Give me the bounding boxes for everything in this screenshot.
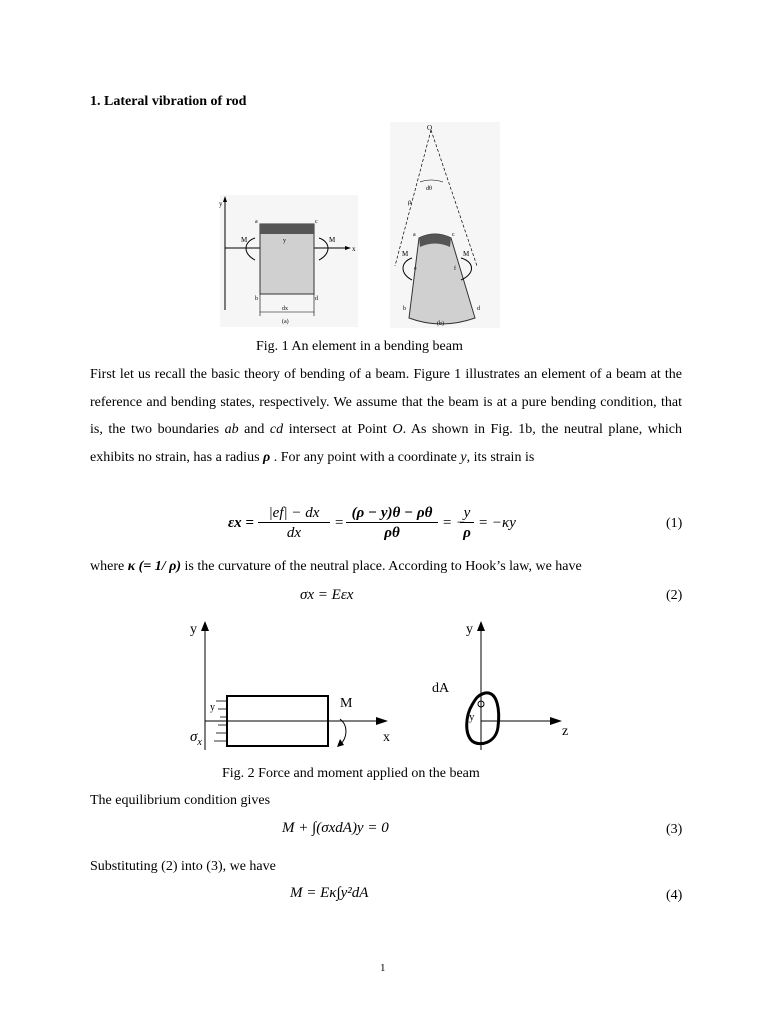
paragraph-equilibrium: The equilibrium condition gives	[90, 793, 271, 808]
fig1a-element	[260, 224, 314, 294]
fig2-label-y: y	[190, 622, 197, 637]
equation-1-number: (1)	[666, 516, 683, 531]
fig1b-label-d: d	[477, 306, 480, 312]
equation-4-number: (4)	[666, 888, 683, 903]
fig2-label-da: dA	[432, 681, 450, 696]
fig1b-label-m-left: M	[402, 250, 409, 258]
equation-3: M + ∫(σxdA)y = 0	[282, 820, 389, 836]
fig1a-label-m-left: M	[241, 236, 248, 244]
equation-1: εx = |ef| − dx dx = (ρ − y)θ − ρθ ρθ = − y ρ = −κy	[228, 505, 516, 541]
equation-2: σx = Eεx	[300, 587, 354, 603]
fig1a-sublabel: (a)	[282, 319, 289, 325]
figure-1-caption: Fig. 1 An element in a bending beam	[256, 339, 463, 354]
fig1b-label-b: b	[403, 306, 406, 312]
paragraph-intro: First let us recall the basic theory of bending of a beam. Figure 1 illustrates an element of a beam at the reference and bending states, respectively. We assume that the beam is at a pure bending condition, that is, the two boundaries ab and cd intersect at Point O. As shown in Fig. 1b, the neutral plane, which exhibits no strain, has a radius ρ . For any point with a coordinate y, its strain is	[90, 367, 682, 465]
fig1a-label-dx: dx	[282, 306, 288, 312]
fig1a-label-coord: y	[283, 238, 286, 244]
fig1b-sublabel: (b)	[437, 321, 444, 327]
section-heading: 1. Lateral vibration of rod	[90, 94, 247, 109]
fig2-x-arrow	[376, 717, 388, 725]
equation-2-number: (2)	[666, 588, 683, 603]
fig1a-label-b: b	[255, 296, 258, 302]
fig1a-label-y: y	[219, 200, 223, 208]
fig1a-label-a: a	[255, 219, 258, 225]
fig1a-label-m-right: M	[329, 236, 336, 244]
fig1b-label-angle: dθ	[426, 186, 432, 192]
fig2-label-x: x	[383, 730, 390, 745]
fig2-label-z: z	[562, 724, 569, 739]
equation-4: M = Eκ∫y²dA	[290, 885, 369, 901]
fig1b-label-o: O	[427, 124, 433, 132]
paragraph-substituting: Substituting (2) into (3), we have	[90, 859, 276, 874]
fig2-z-arrow	[550, 717, 562, 725]
fig1a-label-d: d	[315, 296, 318, 302]
fig2-y-arrow	[201, 621, 209, 631]
fig1b-label-m-right: M	[463, 250, 470, 258]
fig2-label-m: M	[340, 696, 353, 711]
fig2-label-y-small: y	[210, 702, 215, 713]
page-number: 1	[380, 962, 386, 974]
fig2-label-y-small-right: y	[469, 711, 475, 723]
paragraph-curvature: where κ (= 1/ ρ) is the curvature of the neutral place. According to Hook’s law, we have	[90, 559, 582, 574]
fig1a-label-x: x	[352, 245, 356, 253]
fig1b-label-c: c	[452, 232, 455, 238]
fig2-label-y-right: y	[466, 622, 473, 637]
fig1a-label-c: c	[315, 219, 318, 225]
fig1b-label-f: f	[454, 266, 456, 272]
fig1a-top-fiber	[260, 224, 314, 234]
figure-1	[205, 120, 505, 332]
fig1b-label-rho: ρ	[408, 198, 412, 206]
equation-3-number: (3)	[666, 822, 683, 837]
fig2-label-sigma: $\sigma_x$	[190, 729, 202, 748]
fig1b-label-a: a	[413, 232, 416, 238]
fig1b-label-e: e	[414, 266, 417, 272]
figure-2	[180, 615, 580, 760]
figure-2-caption: Fig. 2 Force and moment applied on the beam	[222, 766, 480, 781]
fig2-right-y-arrow	[477, 621, 485, 631]
